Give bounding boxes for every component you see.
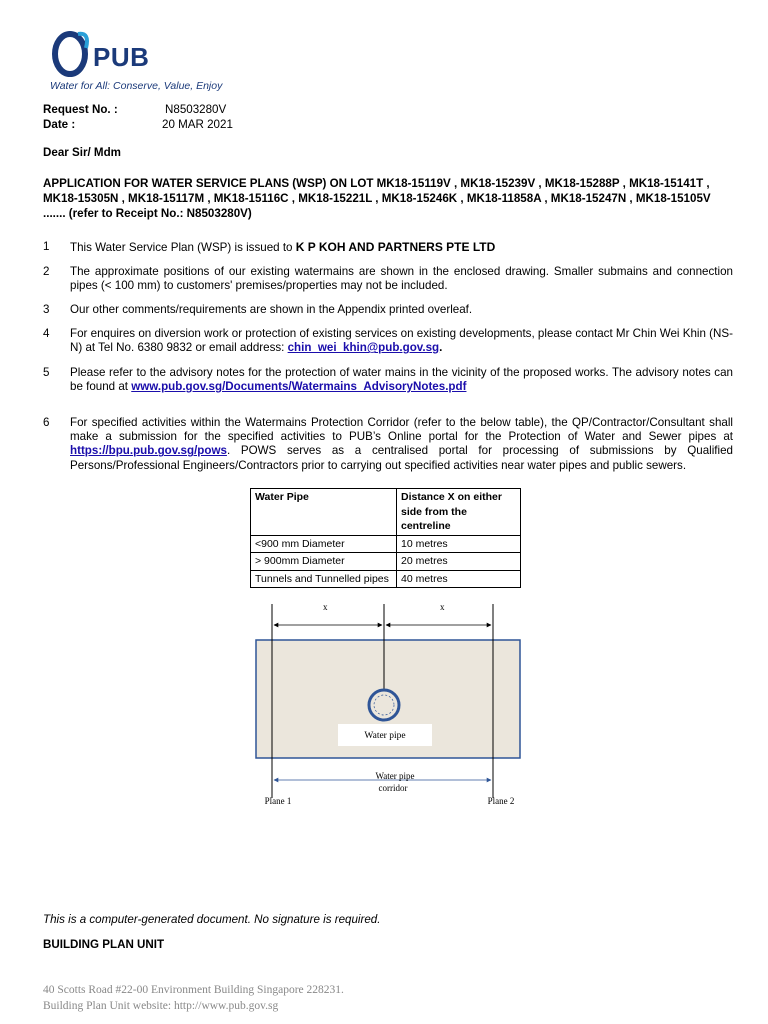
company-name: K P KOH AND PARTNERS PTE LTD — [295, 240, 496, 254]
corridor-table — [250, 488, 521, 588]
table-cell: 10 metres — [397, 535, 521, 553]
date-value: 20 MAR 2021 — [162, 118, 233, 131]
email-link[interactable]: chin_wei_khin@pub.gov.sg — [287, 341, 440, 355]
table-cell: 20 metres — [397, 553, 521, 571]
table-cell: > 900mm Diameter — [251, 553, 397, 571]
item-text: The approximate positions of our existing watermains are shown in the enclosed drawing. Smaller submains and connection pipes (< 100 mm) to customers' premises/properties may not be included. — [70, 265, 733, 293]
pub-logo-icon — [50, 28, 94, 80]
table-cell: 40 metres — [397, 570, 521, 588]
request-label: Request No. : — [43, 103, 118, 116]
table-header-row — [251, 489, 521, 536]
pub-logo — [50, 28, 223, 98]
item-number: 6 — [43, 416, 50, 429]
salutation: Dear Sir/ Mdm — [43, 146, 121, 159]
computer-generated-note: This is a computer-generated document. No signature is required. — [43, 913, 381, 926]
item-text: For enquires on diversion work or protection of existing services on existing developments, please contact Mr Chin Wei Khin (NS-N) at Tel No. 6380 9832 or email address: — [70, 327, 733, 355]
item-number: 2 — [43, 265, 50, 278]
table-cell: <900 mm Diameter — [251, 535, 397, 553]
footer-address: 40 Scotts Road #22-00 Environment Building Singapore 228231. — [43, 984, 344, 996]
plane-2-label: Plane 2 — [487, 796, 515, 806]
table-row — [251, 570, 521, 588]
item-text-after: . POWS serves as a centralised portal for processing of submissions by Qualified Persons/Professional Engineers/Contractors prior to carrying out specified activities near water pipes and public sewers. — [70, 444, 733, 472]
date-label: Date : — [43, 118, 76, 131]
pub-logo-tagline: Water for All: Conserve, Value, Enjoy — [50, 80, 223, 92]
item-number: 3 — [43, 303, 50, 316]
corridor-label-2: corridor — [378, 783, 408, 793]
application-heading: APPLICATION FOR WATER SERVICE PLANS (WSP) ON LOT MK18-15119V , MK18-15239V , MK18-15288P , MK18-15141T , MK18-15305N , MK18-15117M , MK18-15116C , MK18-15221L , MK18-15246K , MK18-11858A , MK18-15247N , MK18-15105V ....... (refer to Receipt No.: N8503280V) — [43, 177, 711, 220]
table-row — [251, 535, 521, 553]
pows-portal-link[interactable]: https://bpu.pub.gov.sg/pows — [70, 444, 227, 458]
item-text: Our other comments/requirements are shown in the Appendix printed overleaf. — [70, 303, 473, 316]
item-text: This Water Service Plan (WSP) is issued to — [70, 241, 296, 254]
table-row — [251, 553, 521, 571]
corridor-diagram — [240, 598, 540, 813]
advisory-notes-link[interactable]: www.pub.gov.sg/Documents/Watermains_AdvisoryNotes.pdf — [131, 380, 467, 394]
item-number: 5 — [43, 366, 50, 379]
request-value: N8503280V — [165, 103, 227, 116]
item-number: 4 — [43, 327, 50, 340]
x-label-left: x — [323, 602, 328, 612]
footer-website: Building Plan Unit website: http://www.pub.gov.sg — [43, 1000, 279, 1012]
building-plan-unit: BUILDING PLAN UNIT — [43, 938, 165, 951]
plane-1-label: Plane 1 — [264, 796, 292, 806]
item-text: For specified activities within the Watermains Protection Corridor (refer to the below table), the QP/Contractor/Consultant shall make a submission for the specified activities to PUB’s Online portal for the Protection of Water and Sewer pipes at — [70, 416, 733, 444]
footer — [43, 982, 344, 1014]
table-header: Water Pipe — [251, 489, 397, 536]
x-label-right: x — [440, 602, 445, 612]
item-text: Please refer to the advisory notes for the protection of water mains in the vicinity of the proposed works. The advisory notes can be found at — [70, 366, 733, 394]
corridor-label-1: Water pipe — [375, 771, 415, 781]
pub-logo-brand: PUB — [93, 42, 150, 72]
table-header: Distance X on either side from the centreline — [397, 489, 521, 536]
item-number: 1 — [43, 240, 50, 253]
table-cell: Tunnels and Tunnelled pipes — [251, 570, 397, 588]
item-text-after: . — [439, 341, 443, 355]
water-pipe-label: Water pipe — [364, 731, 406, 741]
